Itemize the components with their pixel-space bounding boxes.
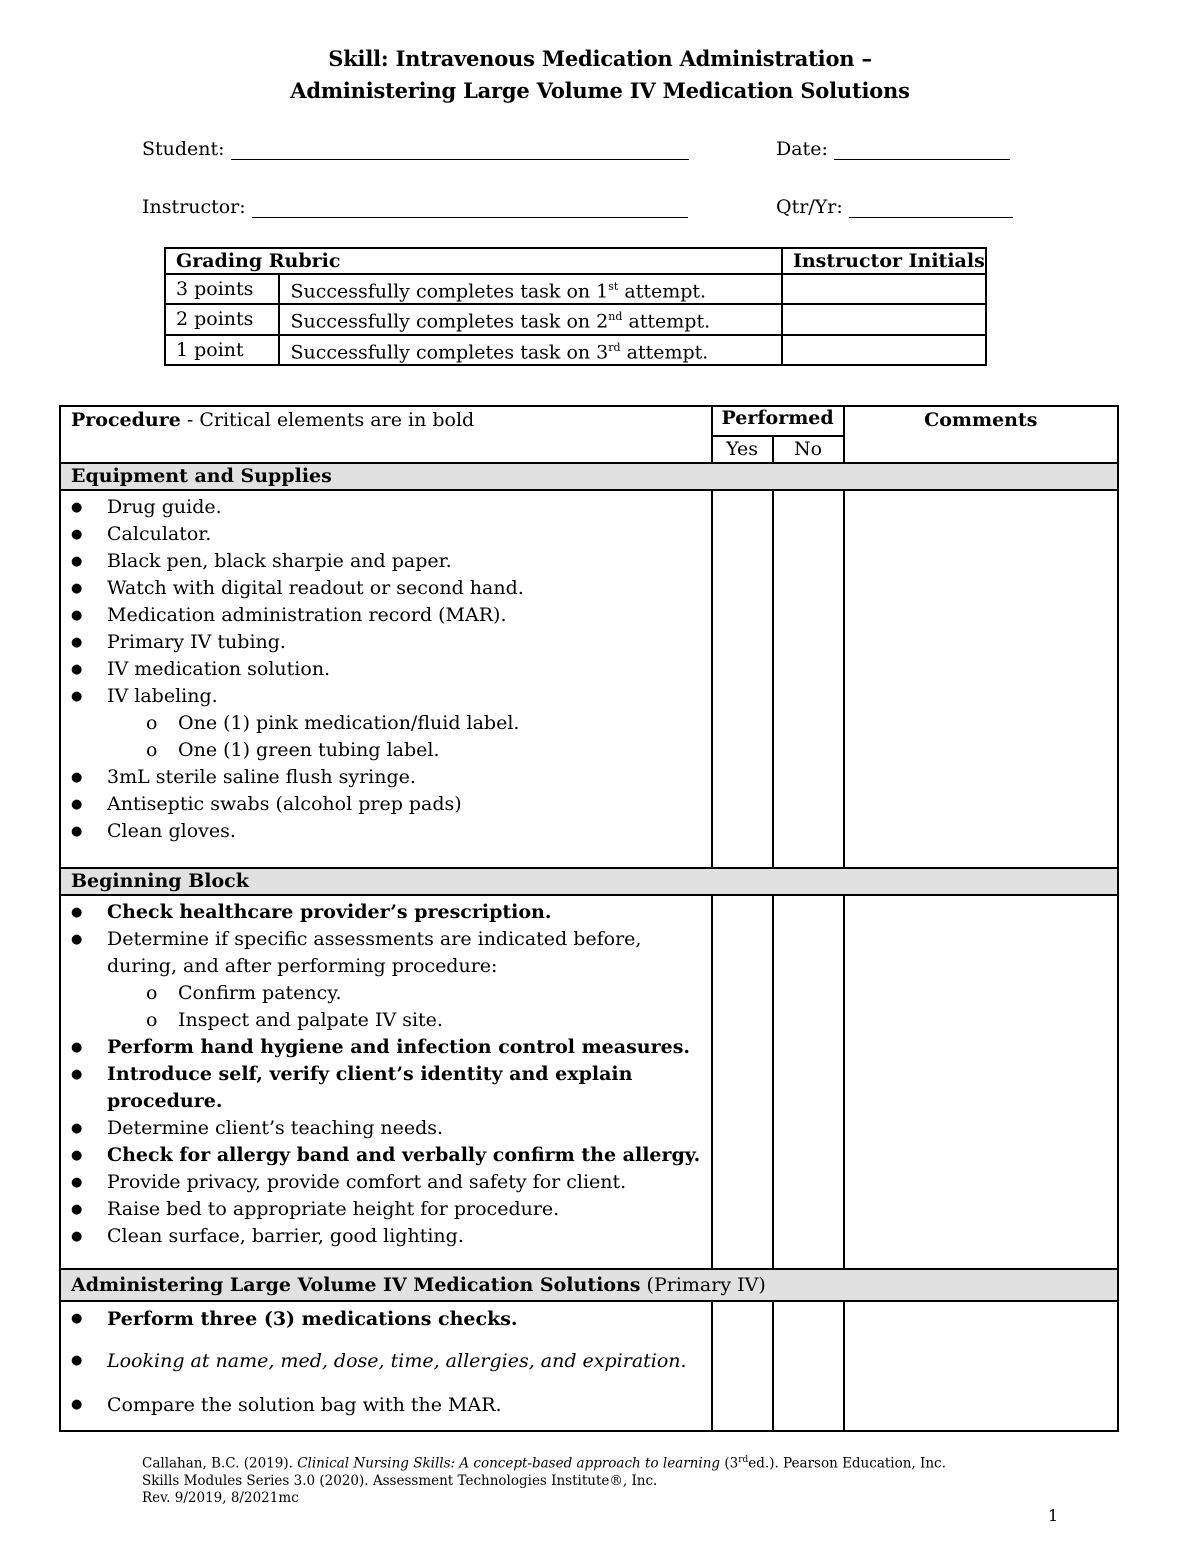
list-item: ● Black pen, black sharpie and paper. — [61, 548, 711, 575]
sub-list-item: o Confirm patency. — [61, 980, 711, 1007]
no-checkbox-cell[interactable] — [773, 1301, 844, 1431]
footer-citation — [142, 1452, 946, 1507]
yes-checkbox-cell[interactable] — [712, 490, 773, 868]
list-item: ● Check healthcare provider’s prescription. — [61, 899, 711, 926]
section-body-row — [60, 1301, 1118, 1431]
date-input-line[interactable] — [834, 139, 1010, 160]
footer-line-1: Callahan, B.C. (2019). Clinical Nursing Skills: A concept-based approach to learning (3rded.). Pearson Education, Inc. — [142, 1455, 946, 1472]
list-item: ● Check for allergy band and verbally confirm the allergy. — [61, 1142, 711, 1169]
list-item: ● Antiseptic swabs (alcohol prep pads) — [61, 791, 711, 818]
instructor-initials-header: Instructor Initials — [782, 248, 986, 274]
section-body-row — [60, 490, 1118, 868]
list-item: ● Compare the solution bag with the MAR. — [61, 1390, 711, 1420]
list-item: ● Perform three (3) medications checks. — [61, 1304, 711, 1334]
list-item: ● Watch with digital readout or second hand. — [61, 575, 711, 602]
qtr-yr-label: Qtr/Yr: — [776, 196, 843, 218]
rubric-row — [165, 304, 986, 334]
list-item: ● Clean gloves. — [61, 818, 711, 845]
procedure-header-row — [60, 406, 1118, 436]
section-header-row — [60, 463, 1118, 490]
rubric-row — [165, 335, 986, 365]
comments-header: Comments — [844, 406, 1118, 463]
footer-line-2: Skills Modules Series 3.0 (2020). Assessment Technologies Institute®, Inc. — [142, 1472, 658, 1489]
rubric-points: 3 points — [165, 274, 279, 304]
page-title-line-2: Administering Large Volume IV Medication Solutions — [290, 78, 910, 103]
section-header-row — [60, 868, 1118, 895]
section-header-row — [60, 1269, 1118, 1301]
section-title-beginning-block: Beginning Block — [60, 868, 1118, 895]
no-checkbox-cell[interactable] — [773, 895, 844, 1269]
rubric-description: Successfully completes task on 2nd attempt. — [279, 304, 782, 334]
list-item: ● Calculator. — [61, 521, 711, 548]
rubric-description: Successfully completes task on 3rd attempt. — [279, 335, 782, 365]
procedure-header: Procedure - Critical elements are in bold — [60, 406, 712, 463]
section-items — [60, 1301, 712, 1431]
yes-checkbox-cell[interactable] — [712, 895, 773, 1269]
rubric-initials-cell[interactable] — [782, 304, 986, 334]
instructor-label: Instructor: — [142, 196, 246, 218]
instructor-field — [142, 196, 688, 218]
qtr-yr-field — [776, 196, 1013, 218]
list-item: ● Raise bed to appropriate height for procedure. — [61, 1196, 711, 1223]
yes-checkbox-cell[interactable] — [712, 1301, 773, 1431]
sub-list-item: o Inspect and palpate IV site. — [61, 1007, 711, 1034]
rubric-header-row — [165, 248, 986, 274]
list-item: ● Clean surface, barrier, good lighting. — [61, 1223, 711, 1250]
comments-cell[interactable] — [844, 490, 1118, 868]
rubric-description: Successfully completes task on 1st attempt. — [279, 274, 782, 304]
sub-list-item: o One (1) green tubing label. — [61, 737, 711, 764]
section-items — [60, 490, 712, 868]
no-header: No — [773, 436, 844, 463]
page-title-line-1: Skill: Intravenous Medication Administration – — [328, 46, 872, 71]
rubric-points: 2 points — [165, 304, 279, 334]
grading-rubric-table — [164, 247, 987, 366]
section-title-equipment: Equipment and Supplies — [60, 463, 1118, 490]
list-item: ● Primary IV tubing. — [61, 629, 711, 656]
list-item: ● Determine if specific assessments are indicated before, during, and after performing procedure: — [61, 926, 711, 980]
list-item: ● Drug guide. — [61, 494, 711, 521]
student-input-line[interactable] — [231, 139, 689, 160]
list-item: ● IV medication solution. — [61, 656, 711, 683]
sub-list-item: o One (1) pink medication/fluid label. — [61, 710, 711, 737]
instructor-input-line[interactable] — [252, 197, 688, 218]
list-item: ● Medication administration record (MAR). — [61, 602, 711, 629]
comments-cell[interactable] — [844, 1301, 1118, 1431]
section-items — [60, 895, 712, 1269]
list-item: ● Provide privacy, provide comfort and safety for client. — [61, 1169, 711, 1196]
list-item: ● IV labeling. — [61, 683, 711, 710]
section-body-row — [60, 895, 1118, 1269]
procedure-checklist-table — [59, 405, 1119, 1432]
rubric-initials-cell[interactable] — [782, 274, 986, 304]
footer-line-3: Rev. 9/2019, 8/2021mc — [142, 1489, 299, 1506]
list-item: ● Determine client’s teaching needs. — [61, 1115, 711, 1142]
list-item: ● Introduce self, verify client’s identity and explain procedure. — [61, 1061, 711, 1115]
yes-header: Yes — [712, 436, 773, 463]
list-item: ● Looking at name, med, dose, time, allergies, and expiration. — [61, 1346, 711, 1376]
list-item: ● Perform hand hygiene and infection control measures. — [61, 1034, 711, 1061]
no-checkbox-cell[interactable] — [773, 490, 844, 868]
rubric-points: 1 point — [165, 335, 279, 365]
comments-cell[interactable] — [844, 895, 1118, 1269]
section-title-administering: Administering Large Volume IV Medication Solutions (Primary IV) — [60, 1269, 1118, 1301]
page-number: 1 — [1048, 1506, 1059, 1525]
qtr-yr-input-line[interactable] — [849, 197, 1013, 218]
rubric-initials-cell[interactable] — [782, 335, 986, 365]
student-label: Student: — [142, 138, 225, 160]
student-field — [142, 138, 689, 160]
date-field — [776, 138, 1010, 160]
date-label: Date: — [776, 138, 828, 160]
list-item: ● 3mL sterile saline flush syringe. — [61, 764, 711, 791]
rubric-header: Grading Rubric — [165, 248, 782, 274]
performed-header: Performed — [712, 406, 844, 436]
rubric-row — [165, 274, 986, 304]
